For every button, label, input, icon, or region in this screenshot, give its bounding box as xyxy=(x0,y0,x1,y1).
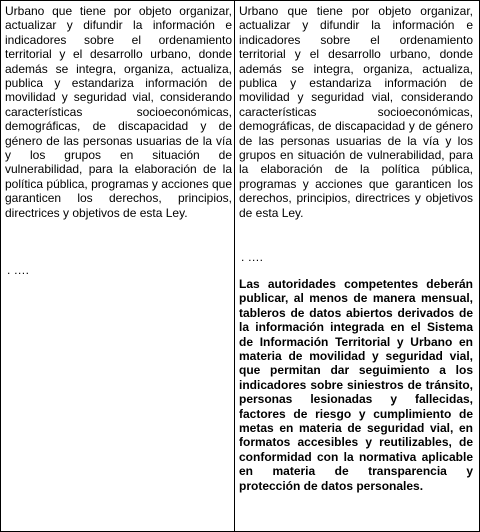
right-added-paragraph: Las autoridades competentes deberán publicar, al menos de manera mensual, tableros de datos abiertos derivados de la información integrada en el Sistema de Información Territorial y Urbano en materia de movilidad y seguridad vial, que permitan dar seguimiento a los indicadores sobre siniestros de tránsito, personas lesionadas y fallecidas, factores de riesgo y cumplimiento de metas en materia de seguridad vial, en formatos accesibles y reutilizables, de conformidad con la normativa aplicable en materia de transparencia y protección de datos personales. xyxy=(239,277,473,493)
left-ellipsis: . …. xyxy=(7,263,30,277)
right-paragraph: Urbano que tiene por objeto organizar, actualizar y difundir la información e indicadores sobre el ordenamiento territorial y el desarrollo urbano, donde además se integra, organiza, actualiza, publica y estandariza información de movilidad y seguridad vial, considerando características socioeconómicas, demográficas, de discapacidad y de género de las personas usuarias de la vía y los grupos en situación de vulnerabilidad, para la elaboración de la política pública, programas y acciones que garanticen los derechos, principios, directrices y objetivos de esta Ley. xyxy=(239,4,473,220)
left-column-cell xyxy=(1,1,235,531)
right-column-cell xyxy=(235,1,479,531)
right-ellipsis: . …. xyxy=(241,250,264,264)
left-paragraph: Urbano que tiene por objeto organizar, actualizar y difundir la información e indicadores sobre el ordenamiento territorial y el desarrollo urbano, donde además se integra, organiza, actualiza, publica y estandariza información de movilidad y seguridad vial, considerando características socioeconómicas, demográficas, de discapacidad y de género de las personas usuarias de la vía y los grupos en situación de vulnerabilidad, para la elaboración de la política pública, programas y acciones que garanticen los derechos, principios, directrices y objetivos de esta Ley. xyxy=(5,4,232,220)
